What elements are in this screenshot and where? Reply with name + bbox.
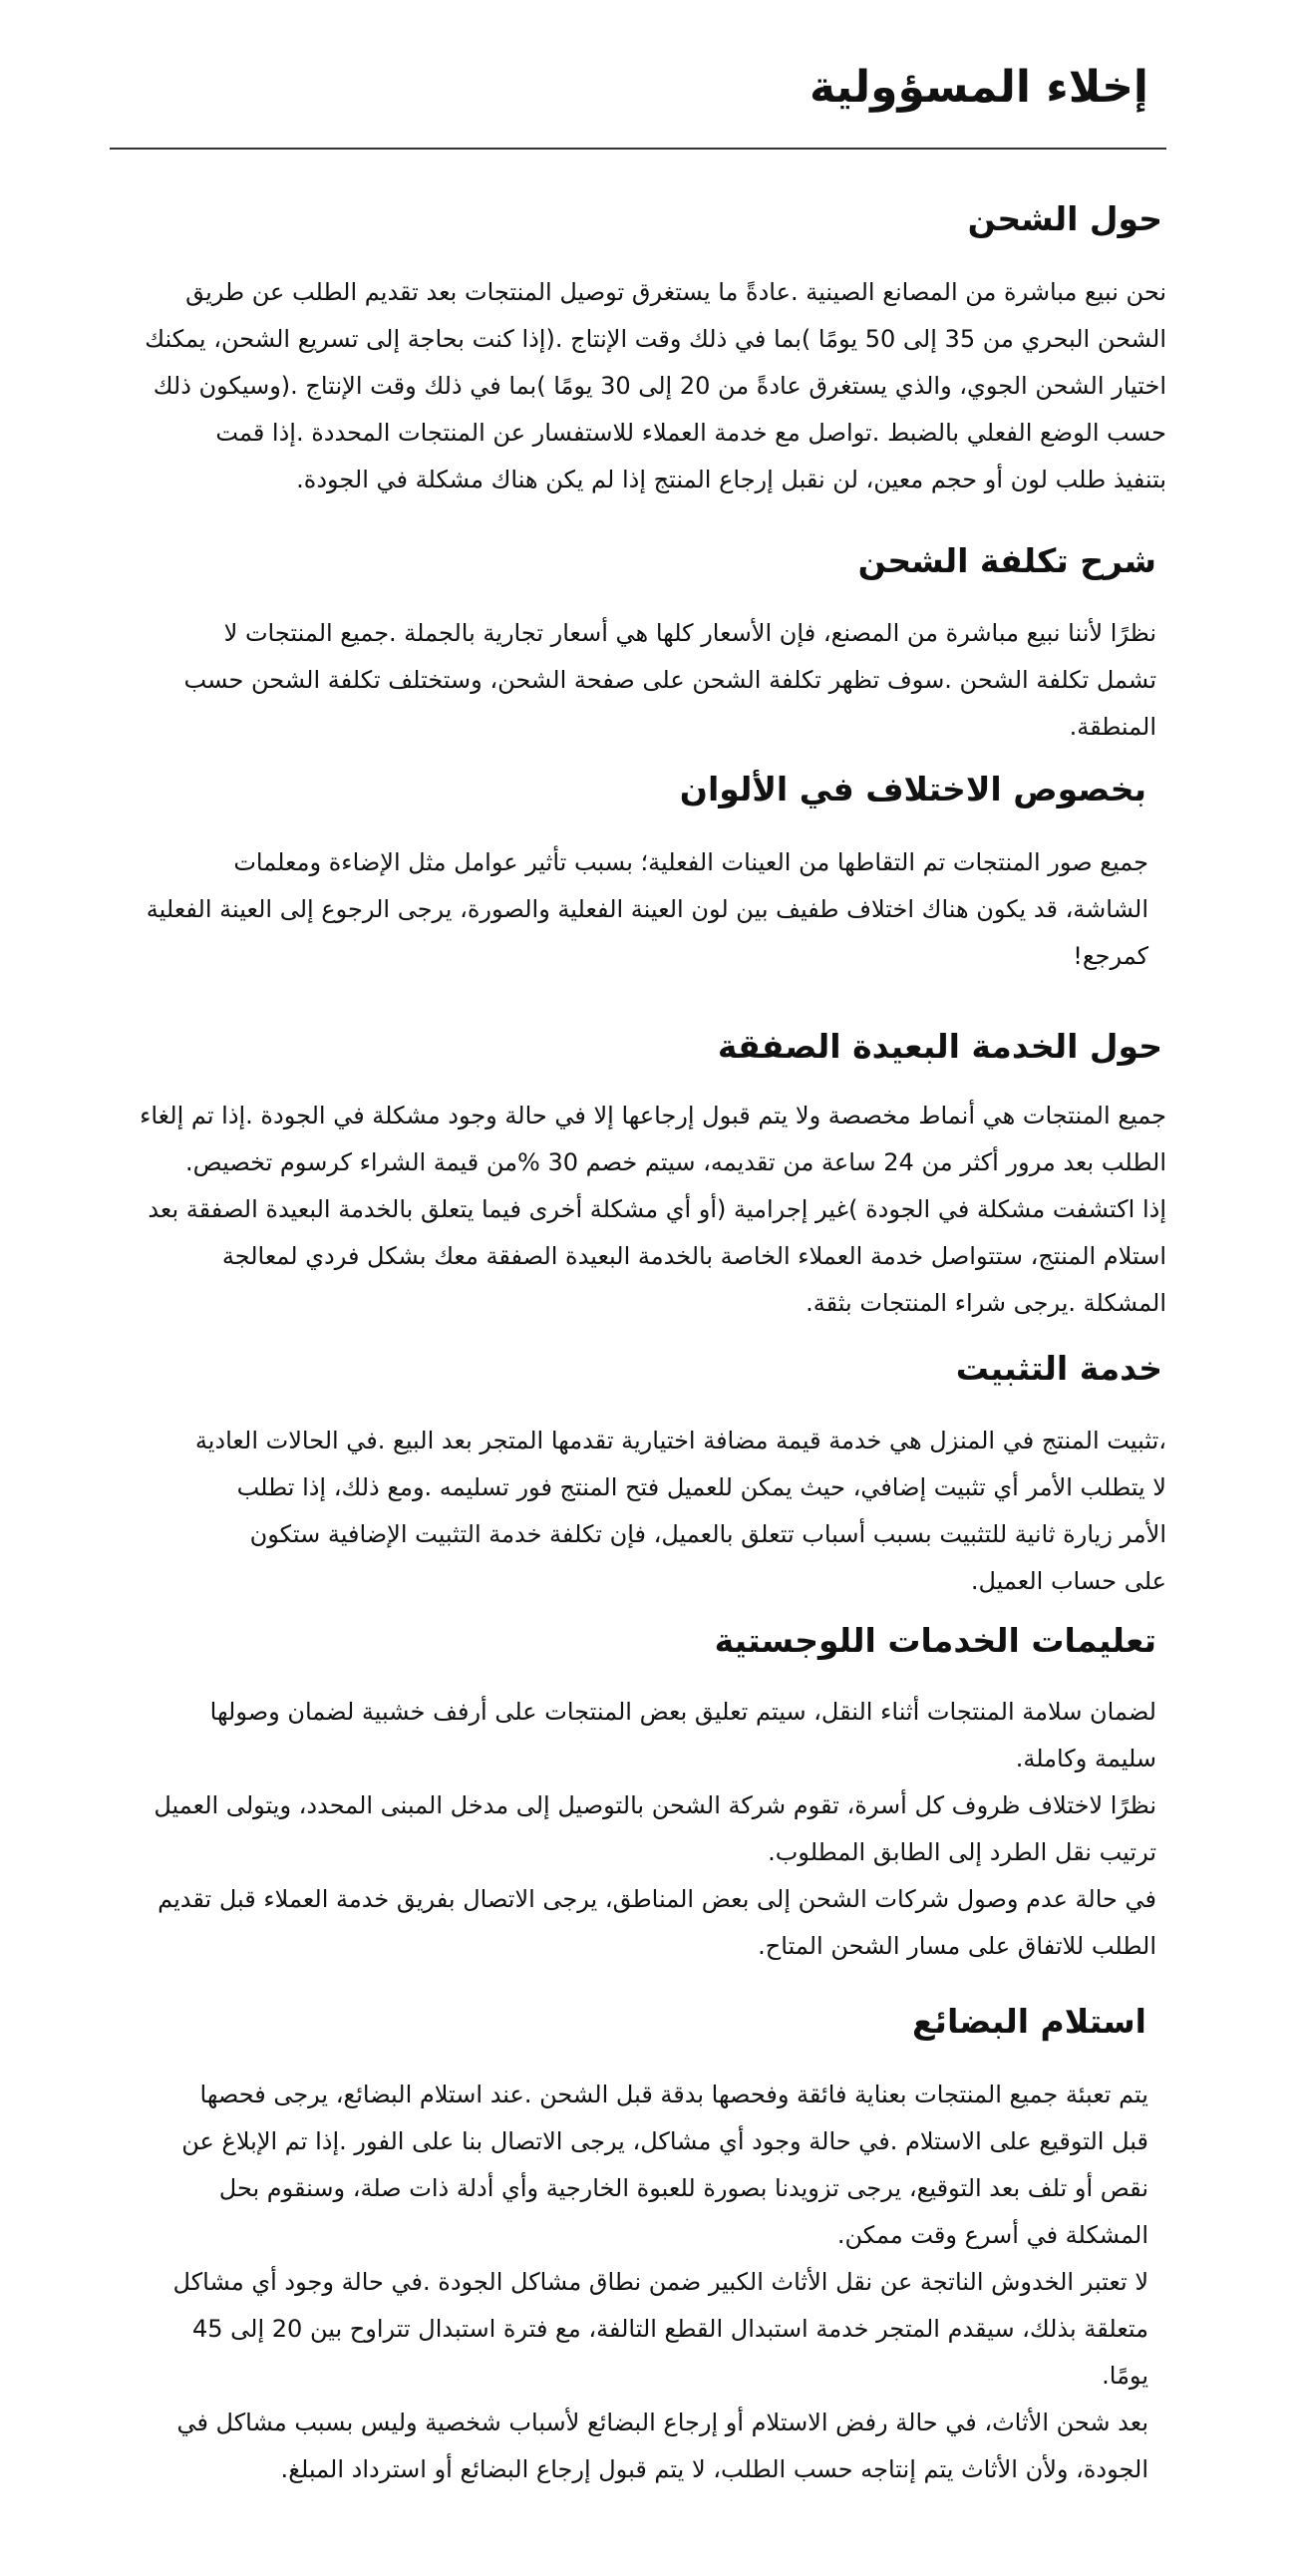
section-body-shipping: [145, 269, 1166, 503]
section-heading-receiving-goods: استلام البضائع: [912, 2002, 1146, 2041]
paragraph-line: نظرًا لاختلاف ظروف كل أسرة، تقوم شركة الشحن بالتوصيل إلى مدخل المبنى المحدد، ويتولى العميل: [154, 1791, 1156, 1819]
section-heading-shipping-cost: شرح تكلفة الشحن: [857, 541, 1156, 580]
paragraph-line: إذا اكتشفت مشكلة في الجودة )غير إجرامية (أو أي مشكلة أخرى فيما يتعلق بالخدمة البعيدة الصفقة بعد: [148, 1195, 1166, 1223]
section-body-remote-service: [140, 1093, 1166, 1327]
paragraph-line: .على حساب العميل: [970, 1567, 1166, 1595]
section-body-logistics: [154, 1689, 1156, 1970]
paragraph-line: جميع المنتجات هي أنماط مخصصة ولا يتم قبول إرجاعها إلا في حالة وجود مشكلة في الجودة .إذا تم إلغاء: [140, 1102, 1166, 1129]
paragraph-line: تثبيت المنتج في المنزل هي خدمة قيمة مضافة اختيارية تقدمها المتجر بعد البيع .في الحالات العادية،: [194, 1427, 1166, 1454]
section-body-installation: [195, 1418, 1166, 1605]
paragraph-line: نقص أو تلف بعد التوقيع، يرجى تزويدنا بصورة للعبوة الخارجية وأي أدلة ذات صلة، وسنقوم بحل: [218, 2174, 1148, 2202]
paragraph-line: اختيار الشحن الجوي، والذي يستغرق عادةً من 20 إلى 30 يومًا )بما في ذلك وقت الإنتاج .(وسيكون ذلك: [153, 372, 1166, 400]
paragraph-line: الشحن البحري من 35 إلى 50 يومًا )بما في ذلك وقت الإنتاج .(إذا كنت بحاجة إلى تسريع الشحن، يمكنك: [145, 325, 1166, 353]
paragraph-line: الشاشة، قد يكون هناك اختلاف طفيف بين لون العينة الفعلية والصورة، يرجى الرجوع إلى العينة الفعلية: [146, 895, 1148, 923]
paragraph-line: جميع صور المنتجات تم التقاطها من العينات الفعلية؛ بسبب تأثير عوامل مثل الإضاءة ومعلمات: [233, 848, 1148, 876]
paragraph-line: تشمل تكلفة الشحن .سوف تظهر تكلفة الشحن على صفحة الشحن، وستختلف تكلفة الشحن حسب: [183, 666, 1156, 694]
paragraph-line: .المشكلة في أسرع وقت ممكن: [836, 2221, 1148, 2249]
section-heading-color-difference: بخصوص الاختلاف في الألوان: [679, 770, 1146, 808]
paragraph-line: نحن نبيع مباشرة من المصانع الصينية .عادةً ما يستغرق توصيل المنتجات بعد تقديم الطلب عن طريق: [185, 278, 1166, 306]
paragraph-line: .ترتيب نقل الطرد إلى الطابق المطلوب: [768, 1838, 1156, 1866]
paragraph-line: .المشكلة .يرجى شراء المنتجات بثقة: [806, 1289, 1166, 1317]
title-divider: [110, 148, 1166, 150]
paragraph-line: في حالة عدم وصول شركات الشحن إلى بعض المناطق، يرجى الاتصال بفريق خدمة العملاء قبل تقديم: [158, 1885, 1156, 1913]
paragraph-line: نظرًا لأننا نبيع مباشرة من المصنع، فإن الأسعار كلها هي أسعار تجارية بالجملة .جميع المنتجات لا: [223, 619, 1156, 647]
paragraph-line: يتم تعبئة جميع المنتجات بعناية فائقة وفحصها بدقة قبل الشحن .عند استلام البضائع، يرجى فحصها: [199, 2081, 1148, 2108]
paragraph-line: .المنطقة: [1069, 713, 1156, 741]
paragraph-line: بعد شحن الأثاث، في حالة رفض الاستلام أو إرجاع البضائع لأسباب شخصية وليس بسبب مشاكل في: [176, 2409, 1148, 2436]
page-title: إخلاء المسؤولية: [810, 62, 1148, 113]
section-heading-logistics: تعليمات الخدمات اللوجستية: [714, 1621, 1156, 1660]
section-heading-shipping: حول الشحن: [967, 199, 1162, 238]
paragraph-line: .الطلب بعد مرور أكثر من 24 ساعة من تقديمه، سيتم خصم 30 %من قيمة الشراء كرسوم تخصيص: [185, 1148, 1166, 1176]
paragraph-line: .يومًا: [1102, 2362, 1148, 2390]
paragraph-line: لا تعتبر الخدوش الناتجة عن نقل الأثاث الكبير ضمن نطاق مشاكل الجودة .في حالة وجود أي مشاكل: [172, 2268, 1148, 2296]
paragraph-line: .الطلب للاتفاق على مسار الشحن المتاح: [758, 1932, 1156, 1960]
section-heading-installation: خدمة التثبيت: [955, 1349, 1162, 1388]
section-heading-remote-service: حول الخدمة البعيدة الصفقة: [717, 1027, 1162, 1066]
paragraph-line: لضمان سلامة المنتجات أثناء النقل، سيتم تعليق بعض المنتجات على أرفف خشبية لضمان وصولها: [209, 1698, 1156, 1726]
paragraph-line: استلام المنتج، ستتواصل خدمة العملاء الخاصة بالخدمة البعيدة الصفقة معك بشكل فردي لمعالجة: [221, 1242, 1166, 1270]
paragraph-line: الأمر زيارة ثانية للتثبيت بسبب أسباب تتعلق بالعميل، فإن تكلفة خدمة التثبيت الإضافية ستكون: [249, 1520, 1166, 1548]
paragraph-line: حسب الوضع الفعلي بالضبط .تواصل مع خدمة العملاء للاستفسار عن المنتجات المحددة .إذا قمت: [215, 419, 1166, 447]
paragraph-line: .بتنفيذ طلب لون أو حجم معين، لن نقبل إرجاع المنتج إذا لم يكن هناك مشكلة في الجودة: [296, 466, 1166, 493]
section-body-color-difference: [147, 839, 1148, 980]
paragraph-line: !كمرجع: [1073, 942, 1148, 970]
paragraph-line: .سليمة وكاملة: [1015, 1745, 1156, 1772]
paragraph-line: لا يتطلب الأمر أي تثبيت إضافي، حيث يمكن للعميل فتح المنتج فور تسليمه .ومع ذلك، إذا تطلب: [236, 1473, 1166, 1501]
paragraph-line: متعلقة بذلك، سيقدم المتجر خدمة استبدال القطع التالفة، مع فترة استبدال تتراوح بين 20 إلى 45: [191, 2315, 1148, 2343]
paragraph-line: قبل التوقيع على الاستلام .في حالة وجود أي مشاكل، يرجى الاتصال بنا على الفور .إذا تم الإبلاغ عن: [181, 2127, 1148, 2155]
paragraph-line: .الجودة، ولأن الأثاث يتم إنتاجه حسب الطلب، لا يتم قبول إرجاع البضائع أو استرداد المبلغ: [280, 2455, 1148, 2483]
section-body-shipping-cost: [184, 610, 1156, 751]
section-body-receiving-goods: [173, 2072, 1148, 2493]
